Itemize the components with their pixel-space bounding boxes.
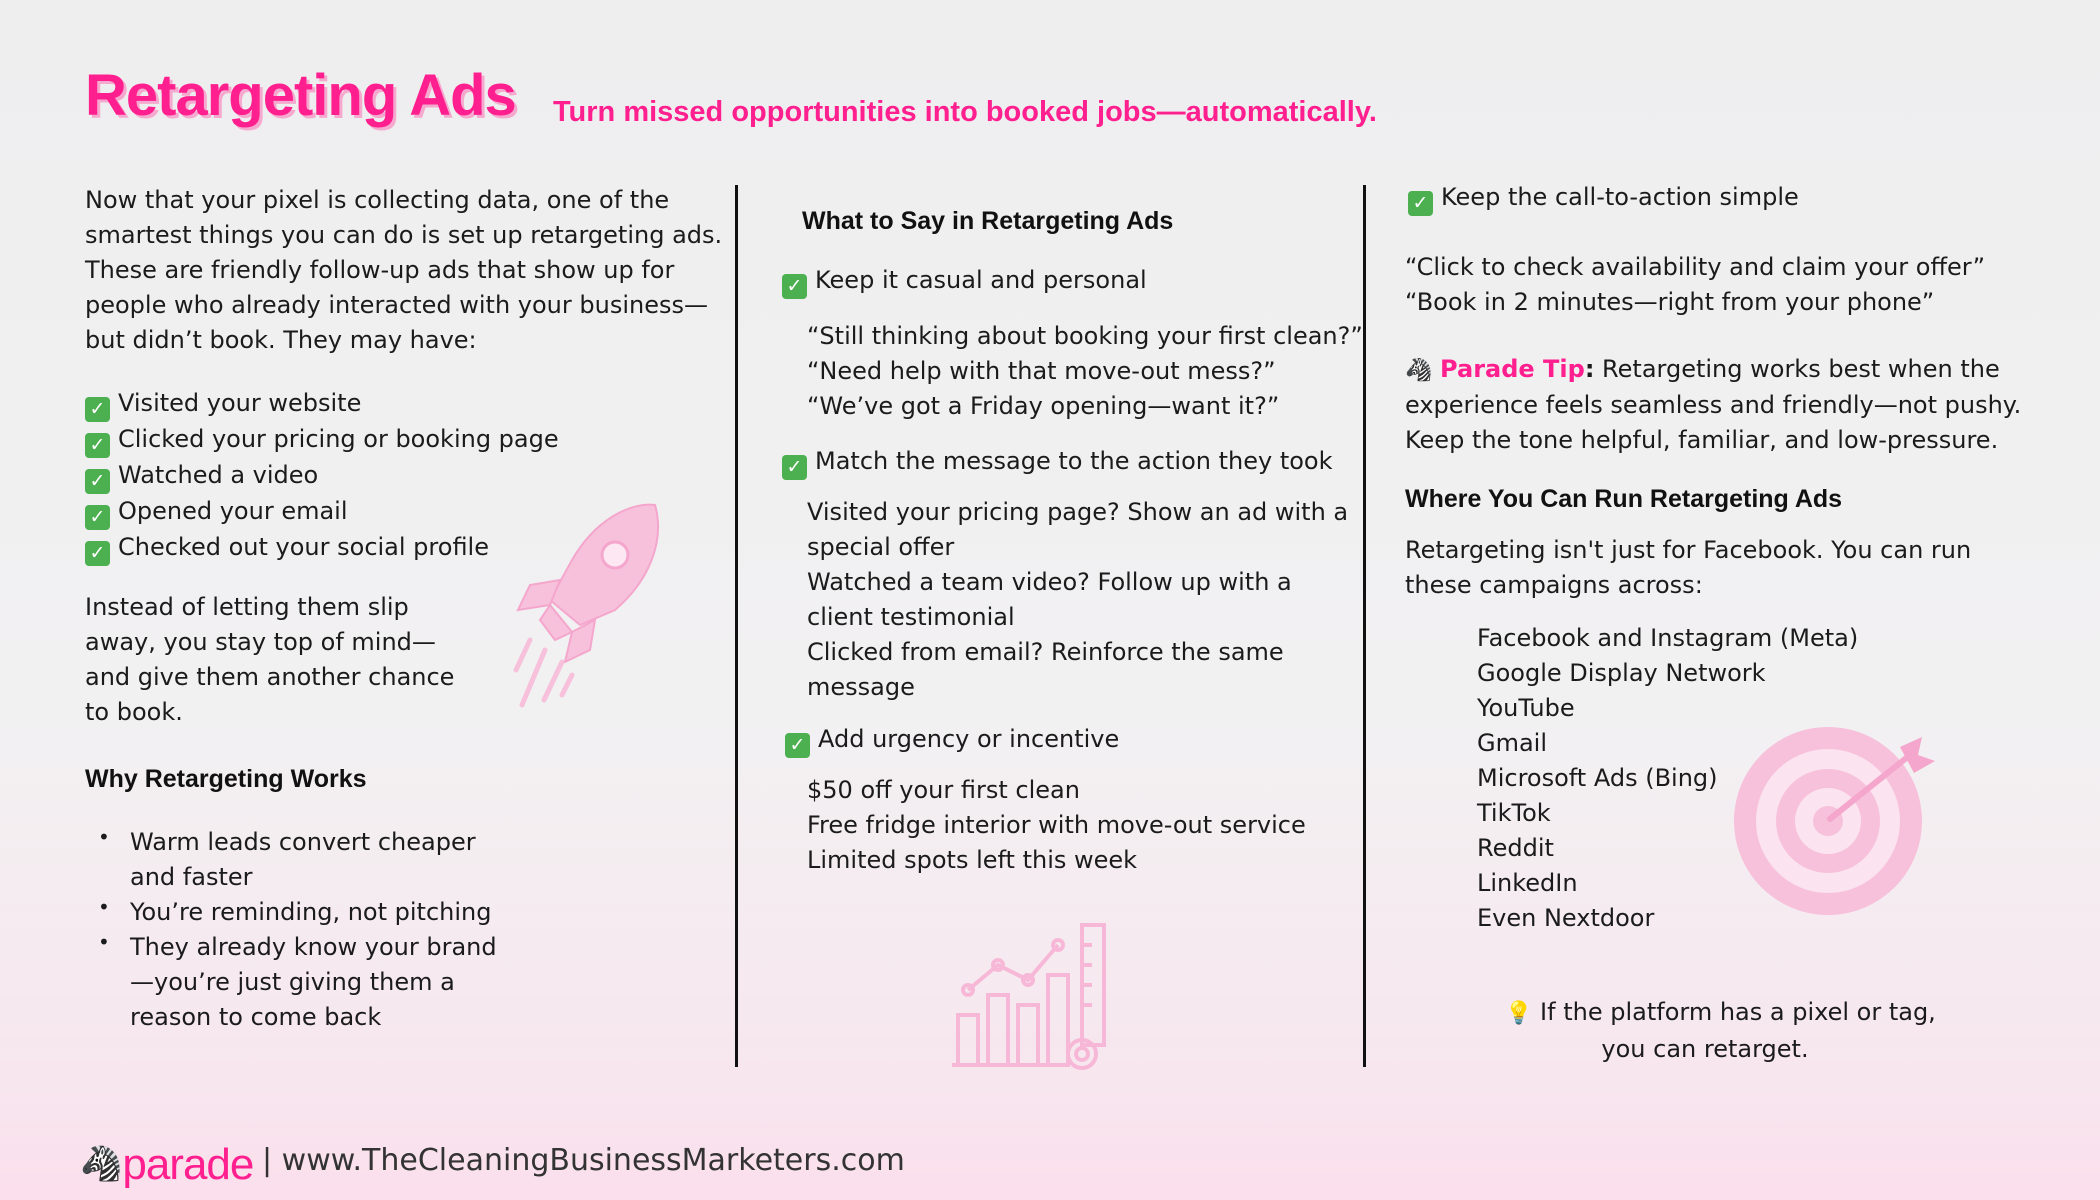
why-heading: Why Retargeting Works (85, 765, 367, 793)
check-item: ✓ Match the message to the action they took (782, 444, 1333, 480)
closing-note: 💡 If the platform has a pixel or tag, you can retarget. (1505, 998, 1936, 1063)
check-item: ✓ Keep the call-to-action simple (1408, 180, 1799, 216)
check-icon: ✓ (85, 541, 110, 566)
list-item: Even Nextdoor (1477, 904, 1655, 932)
check-icon: ✓ (1408, 191, 1433, 216)
why-bullets (98, 825, 497, 1035)
check-icon: ✓ (85, 397, 110, 422)
column-divider (1363, 185, 1366, 1067)
list-item: Gmail (1477, 729, 1548, 757)
list-item: Reddit (1477, 834, 1554, 862)
chart-icon (950, 920, 1125, 1080)
stay-top-of-mind-paragraph: Instead of letting them slip away, you stay top of mind— and give them another chance to book. (85, 593, 455, 726)
example-lines: $50 off your first clean Free fridge interior with move-out service Limited spots left this week (807, 776, 1306, 874)
rocket-icon (510, 500, 670, 715)
check-icon: ✓ (85, 433, 110, 458)
example-lines: “Still thinking about booking your first clean?” “Need help with that move-out mess?” “We’ve got a Friday opening—want it?” (807, 322, 1363, 420)
parade-logo: 🦓parade (80, 1140, 254, 1189)
zebra-icon: 🦓 (80, 1144, 123, 1184)
check-icon: ✓ (782, 455, 807, 480)
tip-label: Parade Tip (1440, 355, 1585, 383)
check-item: ✓ Add urgency or incentive (785, 722, 1119, 758)
list-item: ✓ Opened your email (85, 494, 559, 530)
cta-quotes: “Click to check availability and claim your offer” “Book in 2 minutes—right from your phone” (1405, 253, 1986, 316)
target-icon (1730, 725, 1940, 920)
list-item: Facebook and Instagram (Meta) (1477, 624, 1859, 652)
list-item: ✓ Visited your website (85, 386, 559, 422)
list-item: ✓ Checked out your social profile (85, 530, 559, 566)
intro-paragraph: Now that your pixel is collecting data, one of the smartest things you can do is set up retargeting ads. These are friendly follow-up ads that show up for people who already interacted with your business— but didn’t book. They may have: (85, 186, 723, 354)
zebra-icon: 🦓 (1405, 358, 1433, 383)
footer-url: | www.TheCleaningBusinessMarketers.com (262, 1143, 905, 1178)
check-icon: ✓ (782, 274, 807, 299)
what-to-say-heading: What to Say in Retargeting Ads (802, 207, 1174, 235)
check-icon: ✓ (785, 733, 810, 758)
example-lines: Visited your pricing page? Show an ad with a special offer Watched a team video? Follow up with a client testimonial Clicked from email? Reinforce the same message (807, 498, 1349, 701)
list-item: TikTok (1477, 799, 1551, 827)
page-subtitle: Turn missed opportunities into booked jobs—automatically. (553, 96, 1377, 128)
list-item: ✓ Watched a video (85, 458, 559, 494)
list-item: • Warm leads convert cheaper and faster (98, 825, 476, 891)
where-heading: Where You Can Run Retargeting Ads (1405, 485, 1843, 513)
check-icon: ✓ (85, 469, 110, 494)
list-item: YouTube (1477, 694, 1575, 722)
list-item: • They already know your brand —you’re just giving them a reason to come back (98, 930, 497, 1031)
check-item: ✓ Keep it casual and personal (782, 263, 1147, 299)
list-item: ✓ Clicked your pricing or booking page (85, 422, 559, 458)
list-item: Google Display Network (1477, 659, 1766, 687)
list-item: • You’re reminding, not pitching (98, 895, 492, 926)
list-item: LinkedIn (1477, 869, 1578, 897)
check-icon: ✓ (85, 505, 110, 530)
column-divider (735, 185, 738, 1067)
checklist (85, 386, 559, 566)
lightbulb-icon: 💡 (1505, 1001, 1533, 1026)
where-intro: Retargeting isn't just for Facebook. You can run these campaigns across: (1405, 536, 1972, 599)
list-item: Microsoft Ads (Bing) (1477, 764, 1718, 792)
parade-tip: 🦓 Parade Tip: Retargeting works best when the experience feels seamless and friendly—not pushy. Keep the tone helpful, familiar, and low-pressure. (1405, 355, 2022, 454)
page-title: Retargeting Ads (85, 63, 516, 128)
